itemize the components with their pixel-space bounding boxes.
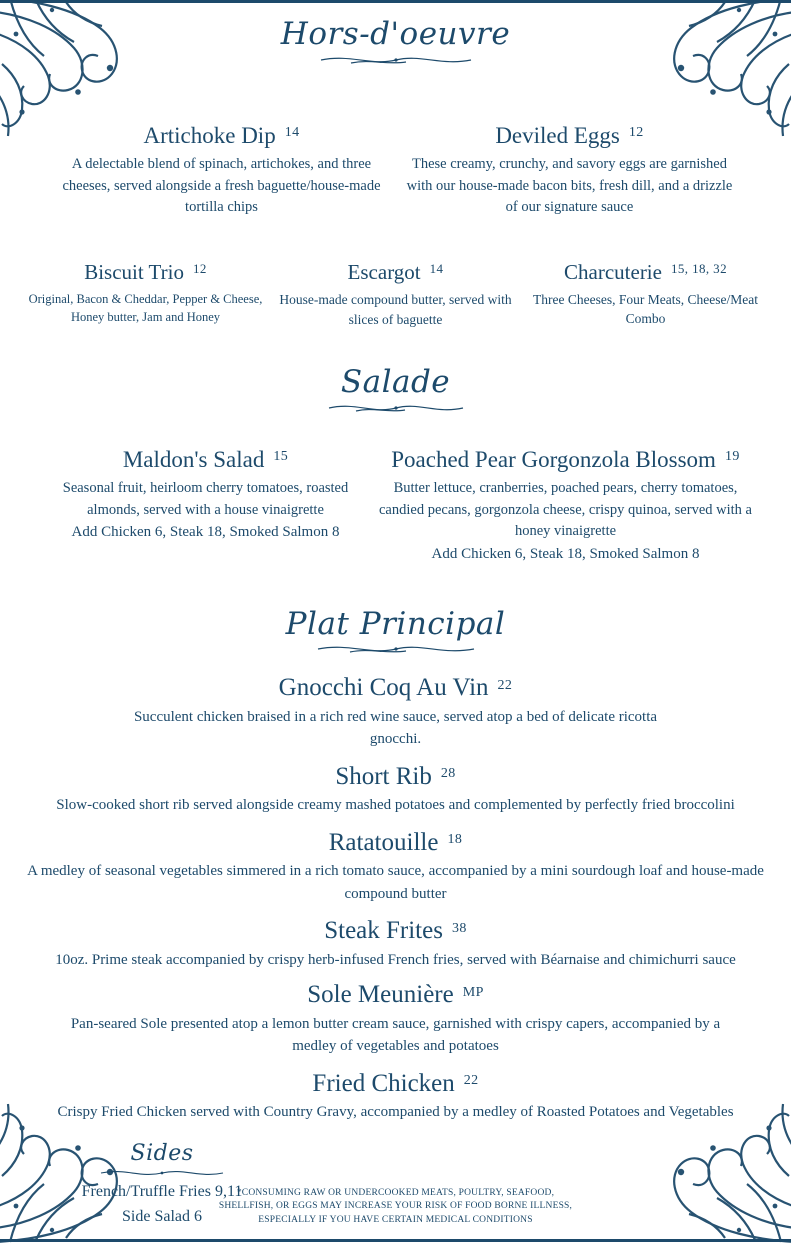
dish-description: Crispy Fried Chicken served with Country Gravy, accompanied by a medley of Roasted Potatoes and Vegetables bbox=[57, 1104, 734, 1121]
hors-doeuvre-row-1 bbox=[0, 123, 791, 220]
dish-name: Artichoke Dip bbox=[143, 122, 276, 148]
dish-price: 14 bbox=[284, 125, 300, 141]
section-divider-swash-icon bbox=[321, 401, 471, 415]
section-header-plat-principal bbox=[0, 605, 791, 657]
dish-description: Pan-seared Sole presented atop a lemon butter cream sauce, garnished with crispy capers, accompanied by a medley of vegetables and potatoes bbox=[70, 1015, 721, 1055]
section-title: Hors-d'oeuvre bbox=[280, 16, 511, 52]
dish-price: 15 bbox=[273, 449, 289, 465]
disclaimer-line-2: SHELLFISH, OR EGGS MAY INCREASE YOUR RISK OF FOOD BORNE ILLNESS, bbox=[218, 1201, 573, 1212]
dish-description: Seasonal fruit, heirloom cherry tomatoes, roasted almonds, served with a house vinaigrette bbox=[62, 479, 349, 518]
side-item-fries: French/Truffle Fries 9,11 bbox=[81, 1182, 243, 1200]
dish-name: Biscuit Trio bbox=[84, 260, 184, 285]
menu-item-biscuit-trio bbox=[21, 261, 271, 326]
disclaimer bbox=[0, 1187, 791, 1228]
dish-price: 22 bbox=[463, 1073, 479, 1089]
menu-item-short-rib bbox=[0, 763, 791, 817]
dish-description: Three Cheeses, Four Meats, Cheese/Meat Combo bbox=[533, 291, 758, 327]
dish-price: 12 bbox=[628, 125, 644, 141]
dish-description: 10oz. Prime steak accompanied by crispy herb-infused French fries, served with Béarnaise and chimichurri sauce bbox=[55, 951, 736, 968]
dish-name: Escargot bbox=[347, 260, 421, 285]
section-title: Salade bbox=[340, 364, 451, 401]
dish-name: Fried Chicken bbox=[312, 1069, 455, 1097]
dish-price: 15, 18, 32 bbox=[670, 261, 727, 277]
dish-price: 18 bbox=[447, 832, 463, 848]
dish-name: Gnocchi Coq Au Vin bbox=[278, 674, 489, 702]
menu-item-poached-pear-gorgonzola-blossom bbox=[376, 447, 756, 566]
dish-name: Maldon's Salad bbox=[122, 446, 265, 472]
menu-item-deviled-eggs bbox=[396, 123, 744, 220]
dish-description: Original, Bacon & Cheddar, Pepper & Cheese, Honey butter, Jam and Honey bbox=[28, 291, 263, 324]
dish-price: 14 bbox=[429, 261, 444, 277]
section-title: Plat Principal bbox=[285, 605, 506, 642]
dish-price: 22 bbox=[497, 677, 513, 693]
top-border-line bbox=[0, 0, 791, 3]
menu-item-fried-chicken bbox=[0, 1070, 791, 1124]
menu-item-ratatouille bbox=[0, 829, 791, 906]
menu-item-escargot bbox=[271, 261, 521, 330]
menu-item-maldons-salad bbox=[36, 447, 376, 544]
disclaimer-line-3: ESPECIALLY IF YOU HAVE CERTAIN MEDICAL CONDITIONS bbox=[258, 1215, 533, 1226]
hors-doeuvre-row-2 bbox=[0, 261, 791, 330]
salade-row bbox=[0, 447, 791, 566]
menu-item-sole-meuniere bbox=[0, 981, 791, 1058]
dish-description: Butter lettuce, cranberries, poached pears, cherry tomatoes, candied pecans, gorgonzola cheese, crispy quinoa, served with a honey vinaigrette bbox=[379, 479, 752, 540]
dish-description: Slow-cooked short rib served alongside creamy mashed potatoes and complemented by perfectly fried broccolini bbox=[56, 797, 735, 814]
dish-addons: Add Chicken 6, Steak 18, Smoked Salmon 8 bbox=[431, 546, 700, 563]
disclaimer-line-1: *CONSUMING RAW OR UNDERCOOKED MEATS, POULTRY, SEAFOOD, bbox=[236, 1187, 555, 1198]
dish-price: 38 bbox=[451, 920, 467, 936]
dish-description: A delectable blend of spinach, artichokes, and three cheeses, served alongside a fresh baguette/house-made tortilla chips bbox=[62, 155, 381, 216]
menu-item-artichoke-dip bbox=[48, 123, 396, 220]
side-item-side-salad: Side Salad 6 bbox=[122, 1208, 202, 1226]
menu-item-charcuterie bbox=[521, 261, 771, 329]
menu-item-gnocchi-coq-au-vin bbox=[0, 674, 791, 751]
dish-description: These creamy, crunchy, and savory eggs are garnished with our house-made bacon bits, fresh dill, and a drizzle of our signature sauce bbox=[406, 155, 733, 216]
section-title: Sides bbox=[130, 1140, 194, 1166]
dish-description: A medley of seasonal vegetables simmered in a rich tomato sauce, accompanied by a mini sourdough loaf and house-made compound butter bbox=[27, 863, 764, 902]
dish-name: Ratatouille bbox=[328, 828, 439, 856]
dish-name: Sole Meunière bbox=[307, 981, 454, 1009]
dish-name: Short Rib bbox=[335, 762, 432, 790]
dish-name: Charcuterie bbox=[564, 260, 662, 285]
dish-price: 12 bbox=[192, 261, 207, 277]
dish-price: 19 bbox=[724, 449, 740, 465]
dish-price: 28 bbox=[440, 766, 456, 782]
section-header-hors-doeuvre bbox=[0, 0, 791, 67]
section-divider-swash-icon bbox=[311, 53, 481, 67]
menu-item-steak-frites bbox=[0, 917, 791, 971]
dish-description: House-made compound butter, served with slices of baguette bbox=[279, 291, 512, 327]
dish-name: Deviled Eggs bbox=[495, 122, 620, 148]
section-divider-swash-icon bbox=[95, 1167, 230, 1179]
section-divider-swash-icon bbox=[308, 642, 483, 656]
dish-price: MP bbox=[462, 984, 484, 1000]
dish-addons: Add Chicken 6, Steak 18, Smoked Salmon 8 bbox=[71, 524, 340, 541]
dish-description: Succulent chicken braised in a rich red wine sauce, served atop a bed of delicate ricotta gnocchi. bbox=[133, 708, 658, 748]
dish-name: Steak Frites bbox=[324, 917, 443, 945]
dish-name: Poached Pear Gorgonzola Blossom bbox=[391, 446, 716, 472]
section-header-salade bbox=[0, 366, 791, 415]
